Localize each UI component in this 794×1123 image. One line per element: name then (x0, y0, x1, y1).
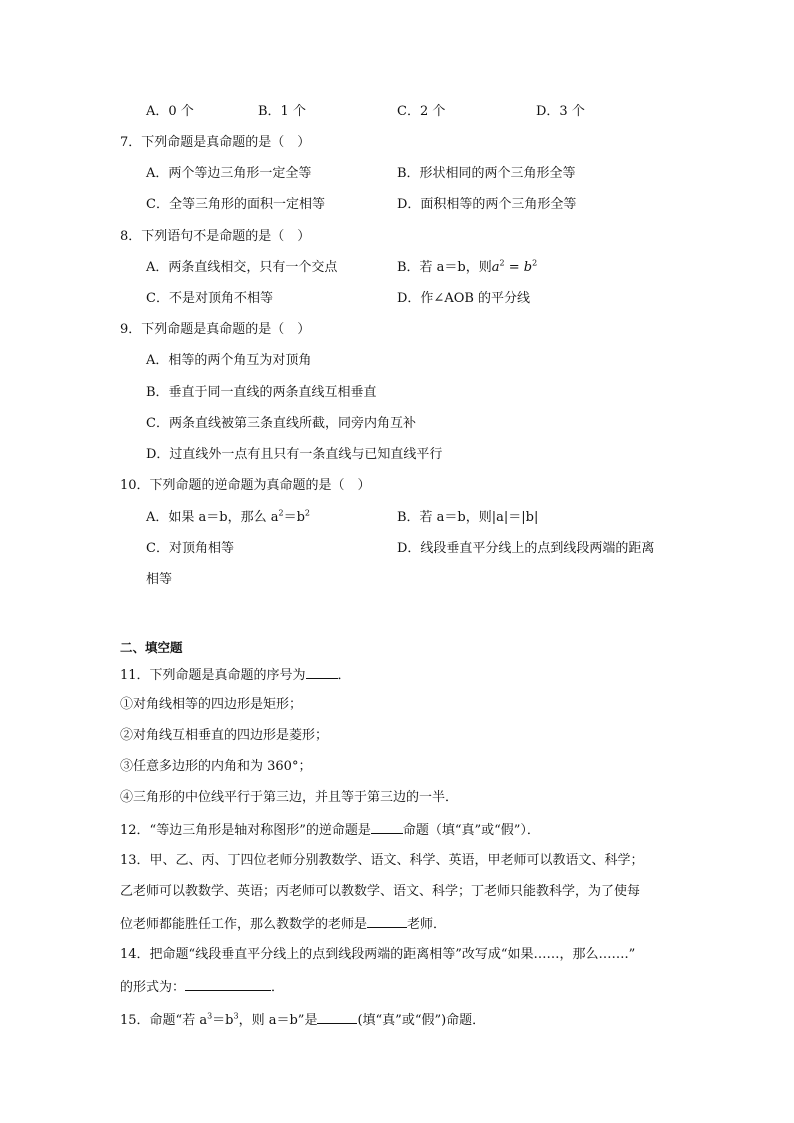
q13-line-1: 13．甲、乙、丙、丁四位老师分别教数学、语文、科学、英语，甲老师可以教语文、科学； (120, 853, 644, 868)
q12-stem (120, 820, 540, 840)
q11-item-1: ①对角线相等的四边形是矩形； (120, 697, 303, 712)
q9-option-d: D．过直线外一点有且只有一条直线与已知直线平行 (146, 447, 443, 462)
q14-text-end: ． (271, 980, 285, 995)
q15-text-end: (填“真”或“假”)命题． (357, 1013, 486, 1028)
q7-option-d: D．面积相等的两个三角形全等 (397, 197, 577, 212)
q6-option-d: D．3 个 (536, 104, 585, 119)
q7-stem: 7．下列命题是真命题的是（ ） (120, 135, 311, 150)
q8-option-d: D．作∠AOB 的平分线 (397, 291, 531, 306)
q8-option-b-text: B．若 a＝b，则 (397, 260, 492, 275)
q13-text-end: 老师． (407, 917, 447, 932)
q10-option-a (146, 509, 310, 527)
q13-line-3 (120, 914, 446, 934)
q14-text: 的形式为： (120, 980, 186, 995)
section-title: 二、填空题 (120, 640, 183, 655)
q10-option-c: C．对顶角相等 (146, 541, 234, 556)
q14-answer-blank[interactable] (185, 977, 271, 991)
superscript-3: 3 (233, 1011, 239, 1021)
q11-item-2: ②对角线互相垂直的四边形是菱形； (120, 728, 329, 743)
q11-item-3: ③任意多边形的内角和为 360°； (120, 759, 312, 774)
q9-stem: 9．下列命题是真命题的是（ ） (120, 322, 311, 337)
superscript-2: 2 (499, 258, 505, 268)
q15-text: 15．命题“若 a (120, 1013, 208, 1028)
superscript-3: 3 (207, 1011, 213, 1021)
q11-stem (120, 665, 351, 685)
q10-option-d-continuation: 相等 (146, 572, 173, 587)
q11-stem-end: ． (337, 668, 351, 683)
q9-option-c: C．两条直线被第三条直线所截，同旁内角互补 (146, 416, 416, 431)
q7-option-c: C．全等三角形的面积一定相等 (146, 197, 325, 212)
q10-option-a-text: A．如果 a＝b，那么 a (146, 510, 279, 525)
q10-option-b: B．若 a＝b，则|a|＝|b| (397, 510, 539, 525)
q10-stem: 10．下列命题的逆命题为真命题的是（ ） (120, 478, 371, 493)
superscript-2: 2 (304, 508, 310, 518)
q13-text: 位老师都能胜任工作，那么教数学的老师是 (120, 917, 368, 932)
q7-option-b: B．形状相同的两个三角形全等 (397, 166, 576, 181)
q10-option-d: D．线段垂直平分线上的点到线段两端的距离 (397, 541, 655, 556)
q15-answer-blank[interactable] (317, 1010, 357, 1024)
q6-option-c: C．2 个 (397, 104, 446, 119)
q10-option-a-mid: ＝b (283, 510, 305, 525)
q15-text-mid2: ，则 a＝b”是 (238, 1013, 318, 1028)
q14-line-2 (120, 977, 284, 997)
q15-stem (120, 1010, 485, 1030)
q12-text-end: 命题（填“真”或“假”）． (402, 823, 540, 838)
superscript-2: 2 (278, 508, 284, 518)
q12-text: 12．“等边三角形是轴对称图形”的逆命题是 (120, 823, 371, 838)
q6-option-a: A．0 个 (146, 104, 194, 119)
q9-option-a: A．相等的两个角互为对顶角 (146, 353, 312, 368)
q13-line-2: 乙老师可以教数学、英语；丙老师可以教数学、语文、科学；丁老师只能教科学，为了使每 (120, 884, 641, 899)
q14-line-1: 14．把命题“线段垂直平分线上的点到线段两端的距离相等”改写成“如果……，那么…….” (120, 947, 636, 962)
q6-option-b: B．1 个 (258, 104, 306, 119)
q8-option-b: B．若 a＝b，则$a^2 = b^2$ (397, 258, 538, 275)
q11-item-4: ④三角形的中位线平行于第三边，并且等于第三边的一半． (120, 790, 459, 805)
q12-answer-blank[interactable] (371, 820, 403, 834)
q7-option-a: A．两个等边三角形一定全等 (146, 166, 312, 181)
q8-stem: 8．下列语句不是命题的是（ ） (120, 229, 311, 244)
q11-stem-text: 11．下列命题是真命题的序号为 (120, 668, 306, 683)
q8-option-a: A．两条直线相交，只有一个交点 (146, 260, 338, 275)
q9-option-b: B．垂直于同一直线的两条直线互相垂直 (146, 385, 377, 400)
superscript-2: 2 (532, 258, 538, 268)
q11-answer-blank[interactable] (306, 665, 338, 679)
q8-option-c: C．不是对顶角不相等 (146, 291, 273, 306)
q15-text-mid1: ＝b (212, 1013, 234, 1028)
q13-answer-blank[interactable] (367, 914, 407, 928)
